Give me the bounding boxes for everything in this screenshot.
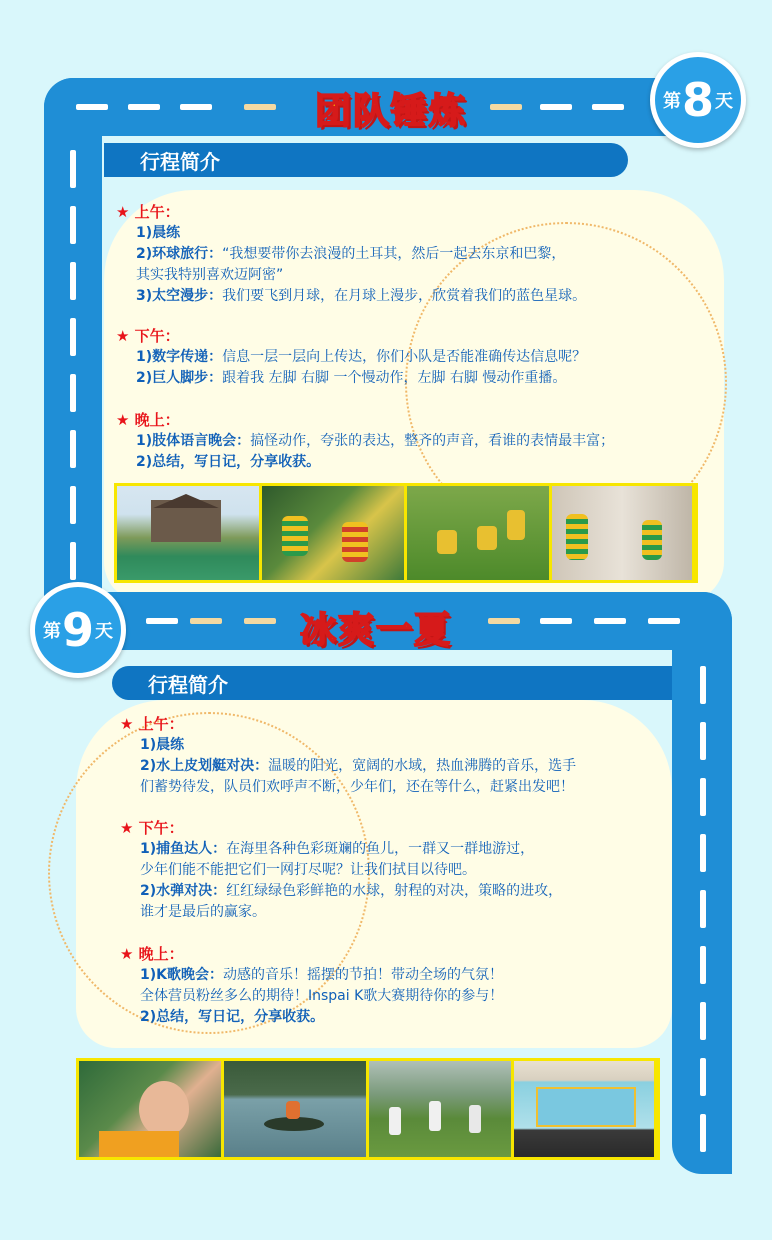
day9-title: 冰爽一夏 <box>300 610 453 651</box>
list-item: 1)肢体语言晚会：搞怪动作，夸张的表达，整齐的声音，看谁的表情最丰富； <box>136 433 615 449</box>
road-dash <box>70 430 76 468</box>
road-dash <box>648 618 680 624</box>
day9-badge <box>30 582 126 678</box>
road-dash <box>244 618 276 624</box>
evening-heading: ★ 晚上： <box>116 411 180 429</box>
photo-kids-on-grass <box>407 486 549 580</box>
road-dash <box>700 946 706 984</box>
badge-suffix: 天 <box>95 621 113 642</box>
day9-photo-strip <box>76 1058 660 1160</box>
photo-kayak-on-lake <box>224 1061 366 1157</box>
road-dash <box>244 104 276 110</box>
road-dash <box>488 618 520 624</box>
badge-prefix: 第 <box>42 621 61 642</box>
photo-kid-with-microphone <box>552 486 692 580</box>
list-item: 们蓄势待发，队员们欢呼声不断，少年们，还在等什么，赶紧出发吧！ <box>140 779 574 795</box>
list-item: 全体营员粉丝多么的期待！Inspai K歌大赛期待你的参与！ <box>140 988 504 1004</box>
badge-prefix: 第 <box>662 91 681 112</box>
road-dash <box>146 618 178 624</box>
evening-heading: ★ 晚上： <box>120 945 184 963</box>
day9-evening <box>120 944 680 1028</box>
photo-house-lawn-activity <box>117 486 259 580</box>
road-dash <box>540 618 572 624</box>
badge-number: 8 <box>681 73 714 127</box>
road-dash <box>70 374 76 412</box>
list-item: 其实我特别喜欢迈阿密” <box>136 267 284 283</box>
morning-heading: ★ 上午： <box>120 715 184 733</box>
day8-afternoon <box>116 326 716 389</box>
day8-title: 团队锤炼 <box>315 91 468 132</box>
list-item: 2)总结，写日记，分享收获。 <box>136 454 321 470</box>
list-item: 1)K歌晚会：动感的音乐！摇摆的节拍！带动全场的气氛！ <box>140 967 503 983</box>
day9-afternoon <box>120 818 680 923</box>
road-dash <box>700 1058 706 1096</box>
list-item: 2)总结，写日记，分享收获。 <box>140 1009 325 1025</box>
badge-suffix: 天 <box>715 91 733 112</box>
list-item: 少年们能不能把它们一网打尽呢？让我们拭目以待吧。 <box>140 862 476 878</box>
road-dash <box>76 104 108 110</box>
day8-photo-strip <box>114 483 698 583</box>
day9-morning <box>120 714 680 798</box>
road-dash <box>540 104 572 110</box>
list-item: 3)太空漫步：我们要飞到月球，在月球上漫步，欣赏着我们的蓝色星球。 <box>136 288 587 304</box>
road-dash <box>700 666 706 704</box>
list-item: 1)晨练 <box>140 737 185 753</box>
day8-section-tab <box>104 143 628 177</box>
road-dash <box>700 722 706 760</box>
day8-badge <box>650 52 746 148</box>
photo-kids-on-field <box>369 1061 511 1157</box>
road-dash <box>190 618 222 624</box>
morning-heading: ★ 上午： <box>116 203 180 221</box>
list-item: 2)环球旅行：“我想要带你去浪漫的土耳其，然后一起去东京和巴黎， <box>136 246 566 262</box>
afternoon-heading: ★ 下午： <box>116 327 180 345</box>
list-item: 2)巨人脚步：跟着我 左脚 右脚 一个慢动作，左脚 右脚 慢动作重播。 <box>136 370 567 386</box>
road-dash <box>700 890 706 928</box>
road-dash <box>70 542 76 580</box>
section-label: 行程简介 <box>140 149 220 174</box>
road-dash <box>700 1002 706 1040</box>
day9-section-tab <box>112 666 672 700</box>
road-dash <box>700 1114 706 1152</box>
section-label: 行程简介 <box>148 672 228 697</box>
photo-kids-looking-down <box>262 486 404 580</box>
road-dash <box>70 262 76 300</box>
road-dash <box>70 486 76 524</box>
list-item: 谁才是最后的赢家。 <box>140 904 266 920</box>
photo-girl-drinking-water <box>79 1061 221 1157</box>
list-item: 1)晨练 <box>136 225 181 241</box>
list-item: 1)数字传递：信息一层一层向上传达，你们小队是否能准确传达信息呢？ <box>136 349 587 365</box>
road-dash <box>700 834 706 872</box>
photo-stage-event <box>514 1061 654 1157</box>
list-item: 1)捕鱼达人：在海里各种色彩斑斓的鱼儿，一群又一群地游过， <box>140 841 535 857</box>
road-dash <box>490 104 522 110</box>
road-dash <box>700 778 706 816</box>
day8-morning <box>116 202 716 307</box>
badge-number: 9 <box>61 603 94 657</box>
road-dash <box>180 104 212 110</box>
road-dash <box>70 318 76 356</box>
road-dash <box>70 206 76 244</box>
afternoon-heading: ★ 下午： <box>120 819 184 837</box>
day8-evening <box>116 410 726 473</box>
road-dash <box>594 618 626 624</box>
road-dash <box>592 104 624 110</box>
list-item: 2)水上皮划艇对决：温暖的阳光，宽阔的水域，热血沸腾的音乐，选手 <box>140 758 577 774</box>
road-dash <box>128 104 160 110</box>
road-dash <box>70 150 76 188</box>
list-item: 2)水弹对决：红红绿绿色彩鲜艳的水球，射程的对决，策略的进攻， <box>140 883 563 899</box>
